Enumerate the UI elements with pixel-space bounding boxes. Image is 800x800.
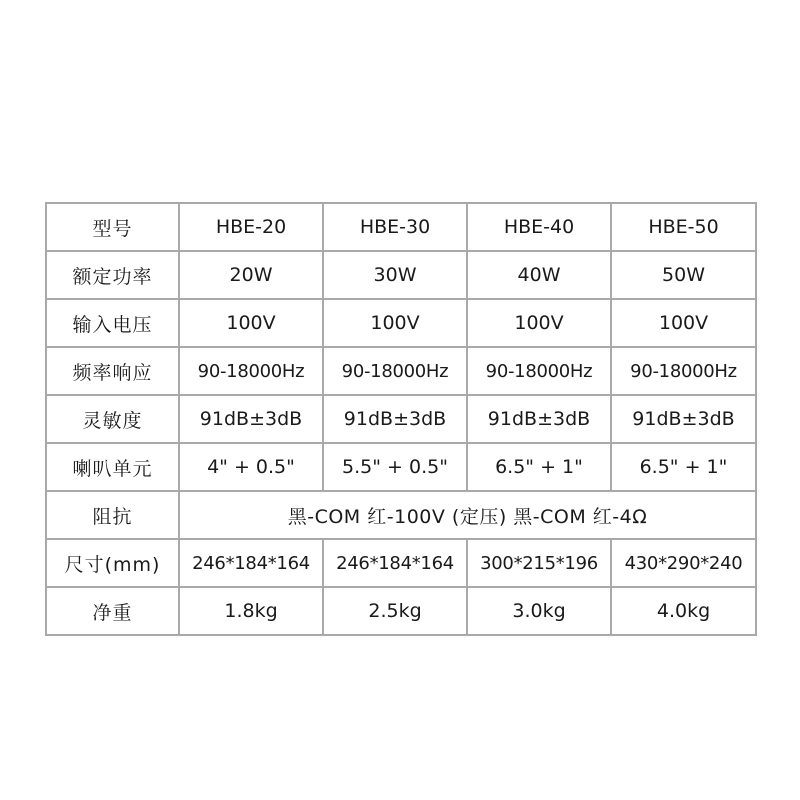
- row-label-rated-power: 额定功率: [46, 251, 179, 299]
- value-cell: 91dB±3dB: [611, 395, 756, 443]
- value-cell: 4" + 0.5": [179, 443, 323, 491]
- table-row-model: [46, 203, 756, 251]
- row-label-speaker-unit: 喇叭单元: [46, 443, 179, 491]
- table-row-rated-power: [46, 251, 756, 299]
- row-label-input-voltage: 输入电压: [46, 299, 179, 347]
- value-cell: 100V: [467, 299, 611, 347]
- value-cell: 90-18000Hz: [323, 347, 467, 395]
- spec-table: [45, 202, 757, 636]
- impedance-value: 黑-COM 红-100V (定压) 黑-COM 红-4Ω: [179, 491, 756, 539]
- value-cell: 4.0kg: [611, 587, 756, 635]
- table-row-sensitivity: [46, 395, 756, 443]
- value-cell: 3.0kg: [467, 587, 611, 635]
- model-cell: HBE-20: [179, 203, 323, 251]
- table-row-input-voltage: [46, 299, 756, 347]
- row-label-net-weight: 净重: [46, 587, 179, 635]
- value-cell: 246*184*164: [179, 539, 323, 587]
- value-cell: 430*290*240: [611, 539, 756, 587]
- value-cell: 5.5" + 0.5": [323, 443, 467, 491]
- row-label-model: 型号: [46, 203, 179, 251]
- value-cell: 246*184*164: [323, 539, 467, 587]
- value-cell: 100V: [323, 299, 467, 347]
- table-row-dimensions: [46, 539, 756, 587]
- value-cell: 2.5kg: [323, 587, 467, 635]
- value-cell: 90-18000Hz: [467, 347, 611, 395]
- value-cell: 90-18000Hz: [611, 347, 756, 395]
- value-cell: 91dB±3dB: [179, 395, 323, 443]
- table-row-speaker-unit: [46, 443, 756, 491]
- value-cell: 90-18000Hz: [179, 347, 323, 395]
- value-cell: 91dB±3dB: [467, 395, 611, 443]
- value-cell: 30W: [323, 251, 467, 299]
- value-cell: 300*215*196: [467, 539, 611, 587]
- value-cell: 1.8kg: [179, 587, 323, 635]
- table-row-net-weight: [46, 587, 756, 635]
- value-cell: 100V: [179, 299, 323, 347]
- table-row-impedance: [46, 491, 756, 539]
- value-cell: 6.5" + 1": [611, 443, 756, 491]
- table-row-frequency-response: [46, 347, 756, 395]
- model-cell: HBE-30: [323, 203, 467, 251]
- row-label-sensitivity: 灵敏度: [46, 395, 179, 443]
- model-cell: HBE-50: [611, 203, 756, 251]
- value-cell: 40W: [467, 251, 611, 299]
- value-cell: 6.5" + 1": [467, 443, 611, 491]
- value-cell: 20W: [179, 251, 323, 299]
- model-cell: HBE-40: [467, 203, 611, 251]
- value-cell: 91dB±3dB: [323, 395, 467, 443]
- row-label-impedance: 阻抗: [46, 491, 179, 539]
- value-cell: 50W: [611, 251, 756, 299]
- row-label-frequency-response: 频率响应: [46, 347, 179, 395]
- row-label-dimensions: 尺寸(mm): [46, 539, 179, 587]
- value-cell: 100V: [611, 299, 756, 347]
